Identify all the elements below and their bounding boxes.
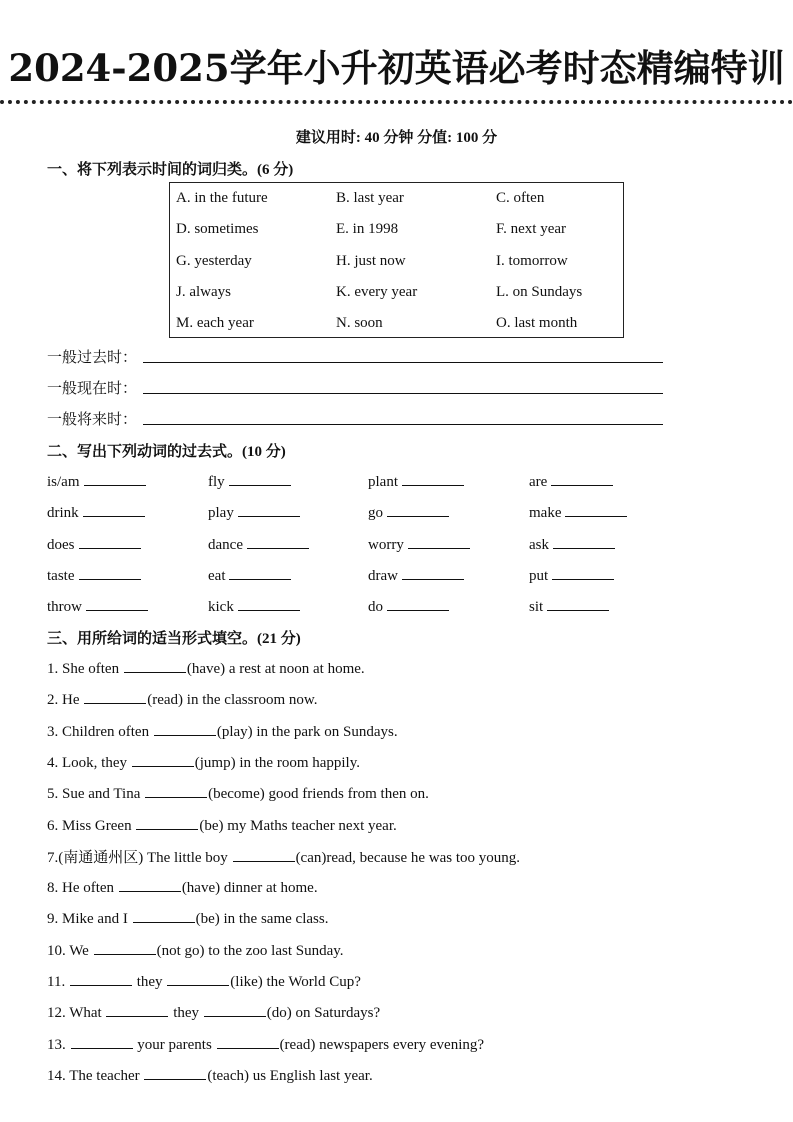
fill-question <box>47 1034 484 1054</box>
question-text: 6. Miss Green <box>47 817 136 834</box>
verb-word: worry <box>368 536 404 553</box>
time-option: E. in 1998 <box>336 221 399 238</box>
verb-word: are <box>529 474 548 490</box>
question-text: 10. We <box>47 942 93 959</box>
answer-blank[interactable] <box>70 971 132 986</box>
answer-blank[interactable] <box>229 471 291 486</box>
answer-blank[interactable] <box>167 971 229 986</box>
answer-blank[interactable] <box>84 471 146 486</box>
question-text: 12. What <box>47 1005 106 1022</box>
answer-blank[interactable] <box>552 565 614 580</box>
answer-blank[interactable] <box>229 565 291 580</box>
verb-word: is/am <box>47 474 80 490</box>
question-text: (do) on Saturdays? <box>266 1005 381 1022</box>
verb-word: eat <box>208 567 226 584</box>
fill-question <box>47 877 318 897</box>
fill-question <box>47 721 398 741</box>
answer-blank[interactable] <box>387 502 449 517</box>
question-text: (teach) us English last year. <box>207 1067 373 1084</box>
verb-word: sit <box>529 599 544 616</box>
section2-heading: 二、写出下列动词的过去式。(10 分) <box>47 444 286 460</box>
verb-item <box>368 596 449 616</box>
fill-question <box>47 752 360 772</box>
question-text: your parents <box>133 1036 216 1053</box>
answer-blank[interactable] <box>83 502 145 517</box>
time-option: J. always <box>176 283 231 300</box>
fill-question <box>47 815 397 835</box>
question-text: 8. He often <box>47 880 118 897</box>
time-option: C. often <box>496 190 545 206</box>
verb-item <box>47 596 148 616</box>
question-text: (read) newspapers every evening? <box>279 1036 485 1053</box>
verb-item <box>47 534 141 554</box>
answer-blank[interactable] <box>132 752 194 767</box>
verb-item <box>368 565 464 585</box>
time-option: D. sometimes <box>176 221 259 238</box>
answer-blank[interactable] <box>217 1034 279 1049</box>
section3-heading: 三、用所给词的适当形式填空。(21 分) <box>47 631 301 647</box>
fill-question <box>47 846 520 867</box>
time-option: O. last month <box>496 315 578 332</box>
answer-blank[interactable] <box>154 721 216 736</box>
verb-word: drink <box>47 505 79 522</box>
answer-blank[interactable] <box>119 877 181 892</box>
verb-word: put <box>529 567 549 584</box>
question-text: 1. She often <box>47 661 123 677</box>
answer-blank[interactable] <box>124 658 186 673</box>
answer-line[interactable] <box>143 362 663 363</box>
time-option: I. tomorrow <box>496 252 568 269</box>
question-text: (become) good friends from then on. <box>208 786 429 803</box>
verb-item <box>529 534 615 554</box>
verb-item <box>208 565 291 585</box>
answer-line[interactable] <box>143 393 663 394</box>
exam-meta: 建议用时: 40 分钟 分值: 100 分 <box>295 130 498 146</box>
question-text: (play) in the park on Sundays. <box>216 723 398 740</box>
answer-blank[interactable] <box>233 847 295 862</box>
question-text: 7.(南通通州区) The little boy <box>47 849 232 866</box>
answer-blank[interactable] <box>387 596 449 611</box>
answer-blank[interactable] <box>144 1065 206 1080</box>
verb-word: go <box>368 505 383 522</box>
answer-blank[interactable] <box>94 940 156 955</box>
question-text: 11. <box>47 974 69 990</box>
fill-question <box>47 658 365 678</box>
time-option: F. next year <box>496 221 567 238</box>
answer-blank[interactable] <box>145 783 207 798</box>
answer-blank[interactable] <box>86 596 148 611</box>
verb-word: do <box>368 599 383 616</box>
question-text: 14. The teacher <box>47 1067 144 1084</box>
question-text: 3. Children often <box>47 723 153 740</box>
verb-word: draw <box>368 567 398 584</box>
time-option: H. just now <box>336 252 406 269</box>
dotted-divider <box>0 100 793 104</box>
question-text: (be) in the same class. <box>195 911 329 928</box>
fill-question <box>47 940 344 960</box>
question-text: (can)read, because he was too young. <box>295 849 521 866</box>
answer-blank[interactable] <box>79 534 141 549</box>
verb-word: play <box>208 505 234 522</box>
question-text: (have) a rest at noon at home. <box>186 661 365 677</box>
question-text: (like) the World Cup? <box>230 974 361 990</box>
verb-item <box>529 596 609 616</box>
answer-blank[interactable] <box>565 502 627 517</box>
fill-question <box>47 689 317 709</box>
question-text: 9. Mike and I <box>47 911 132 928</box>
verb-item <box>208 471 291 491</box>
answer-line[interactable] <box>143 424 663 425</box>
verb-word: fly <box>208 474 225 490</box>
verb-item <box>47 471 146 491</box>
answer-blank[interactable] <box>402 565 464 580</box>
answer-blank[interactable] <box>79 565 141 580</box>
time-option: K. every year <box>336 283 418 300</box>
verb-word: kick <box>208 599 234 616</box>
question-text: 4. Look, they <box>47 754 131 771</box>
time-option: N. soon <box>336 315 383 332</box>
verb-word: plant <box>368 474 398 490</box>
verb-item <box>368 502 449 522</box>
question-text: 13. <box>47 1036 70 1053</box>
tense-category-label: 一般过去时： <box>47 350 138 366</box>
answer-blank[interactable] <box>71 1034 133 1049</box>
time-option: L. on Sundays <box>496 283 583 300</box>
question-text: (be) my Maths teacher next year. <box>199 817 397 834</box>
verb-word: does <box>47 536 75 553</box>
question-text: (read) in the classroom now. <box>147 692 318 709</box>
answer-blank[interactable] <box>238 502 300 517</box>
verb-word: ask <box>529 536 549 553</box>
fill-question <box>47 908 328 928</box>
question-text: they <box>169 1005 203 1022</box>
answer-blank[interactable] <box>547 596 609 611</box>
time-option: M. each year <box>176 315 254 332</box>
question-text: they <box>132 974 167 990</box>
verb-item <box>47 565 141 585</box>
time-option: A. in the future <box>176 190 268 206</box>
options-box <box>169 182 624 338</box>
verb-item <box>529 471 613 491</box>
fill-question <box>47 971 361 991</box>
verb-item <box>368 471 464 491</box>
verb-word: taste <box>47 567 75 584</box>
question-text: 5. Sue and Tina <box>47 786 145 803</box>
tense-category-label: 一般将来时： <box>47 412 138 428</box>
verb-item <box>368 534 470 554</box>
time-option: B. last year <box>336 190 404 206</box>
question-text: (jump) in the room happily. <box>194 754 360 771</box>
answer-blank[interactable] <box>408 534 470 549</box>
answer-blank[interactable] <box>553 534 615 549</box>
verb-item <box>208 534 309 554</box>
verb-item <box>529 565 614 585</box>
time-option: G. yesterday <box>176 252 252 269</box>
answer-blank[interactable] <box>402 471 464 486</box>
answer-blank[interactable] <box>551 471 613 486</box>
verb-word: dance <box>208 536 243 553</box>
tense-category-label: 一般现在时： <box>47 381 138 397</box>
answer-blank[interactable] <box>204 1002 266 1017</box>
verb-item <box>529 502 627 522</box>
answer-blank[interactable] <box>84 689 146 704</box>
verb-item <box>208 502 300 522</box>
answer-blank[interactable] <box>136 815 198 830</box>
answer-blank[interactable] <box>106 1002 168 1017</box>
question-text: (not go) to the zoo last Sunday. <box>156 942 344 959</box>
answer-blank[interactable] <box>238 596 300 611</box>
verb-word: throw <box>47 599 82 616</box>
section1-heading: 一、将下列表示时间的词归类。(6 分) <box>47 162 294 178</box>
fill-question <box>47 1065 373 1085</box>
answer-blank[interactable] <box>247 534 309 549</box>
verb-word: make <box>529 505 562 522</box>
fill-question <box>47 783 429 803</box>
question-text: (have) dinner at home. <box>181 880 318 897</box>
question-text: 2. He <box>47 692 84 709</box>
verb-item <box>47 502 145 522</box>
fill-question <box>47 1002 380 1022</box>
verb-item <box>208 596 300 616</box>
page-title: 2024-2025学年小升初英语必考时态精编特训 <box>8 46 785 90</box>
answer-blank[interactable] <box>133 908 195 923</box>
